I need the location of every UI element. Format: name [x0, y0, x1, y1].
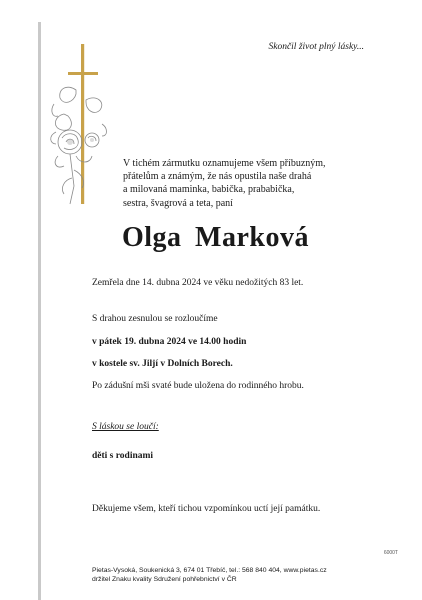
document-code: 6000T	[383, 550, 398, 556]
motto: Skončil život plný lásky...	[268, 42, 364, 52]
mourners: děti s rodinami	[92, 451, 154, 461]
sign-off-heading: S láskou se loučí:	[92, 422, 159, 432]
farewell-intro: S drahou zesnulou se rozloučíme	[92, 314, 218, 324]
urn-note: Po zádušní mši svaté bude uložena do rodinného hrobu.	[92, 381, 304, 391]
death-notice: Zemřela dne 14. dubna 2024 ve věku nedožitých 83 let.	[92, 278, 304, 288]
deceased-name: Olga Marková	[122, 222, 309, 253]
farewell-place: v kostele sv. Jiljí v Dolních Borech.	[92, 359, 233, 369]
farewell-date: v pátek 19. dubna 2024 ve 14.00 hodin	[92, 337, 247, 347]
footer-line: Pietas-Vysoká, Soukenická 3, 674 01 Třebíč, tel.: 568 840 404, www.pietas.cz	[92, 567, 327, 574]
intro-line: sestra, švagrová a teta, paní	[123, 197, 233, 209]
intro-line: a milovaná maminka, babička, prababička,	[123, 184, 295, 196]
intro-line: V tichém zármutku oznamujeme všem příbuzným,	[123, 158, 326, 169]
intro-line: přátelům a známým, že nás opustila naše drahá	[123, 171, 312, 183]
footer	[92, 566, 327, 584]
cross-with-flowers-icon	[46, 44, 120, 216]
border-line	[38, 22, 41, 600]
footer-line: držitel Znaku kvality Sdružení pohřebnictví v ČR	[92, 576, 237, 583]
thanks-line: Děkujeme všem, kteří tichou vzpomínkou uctí její památku.	[92, 504, 321, 514]
intro-paragraph	[123, 157, 326, 210]
